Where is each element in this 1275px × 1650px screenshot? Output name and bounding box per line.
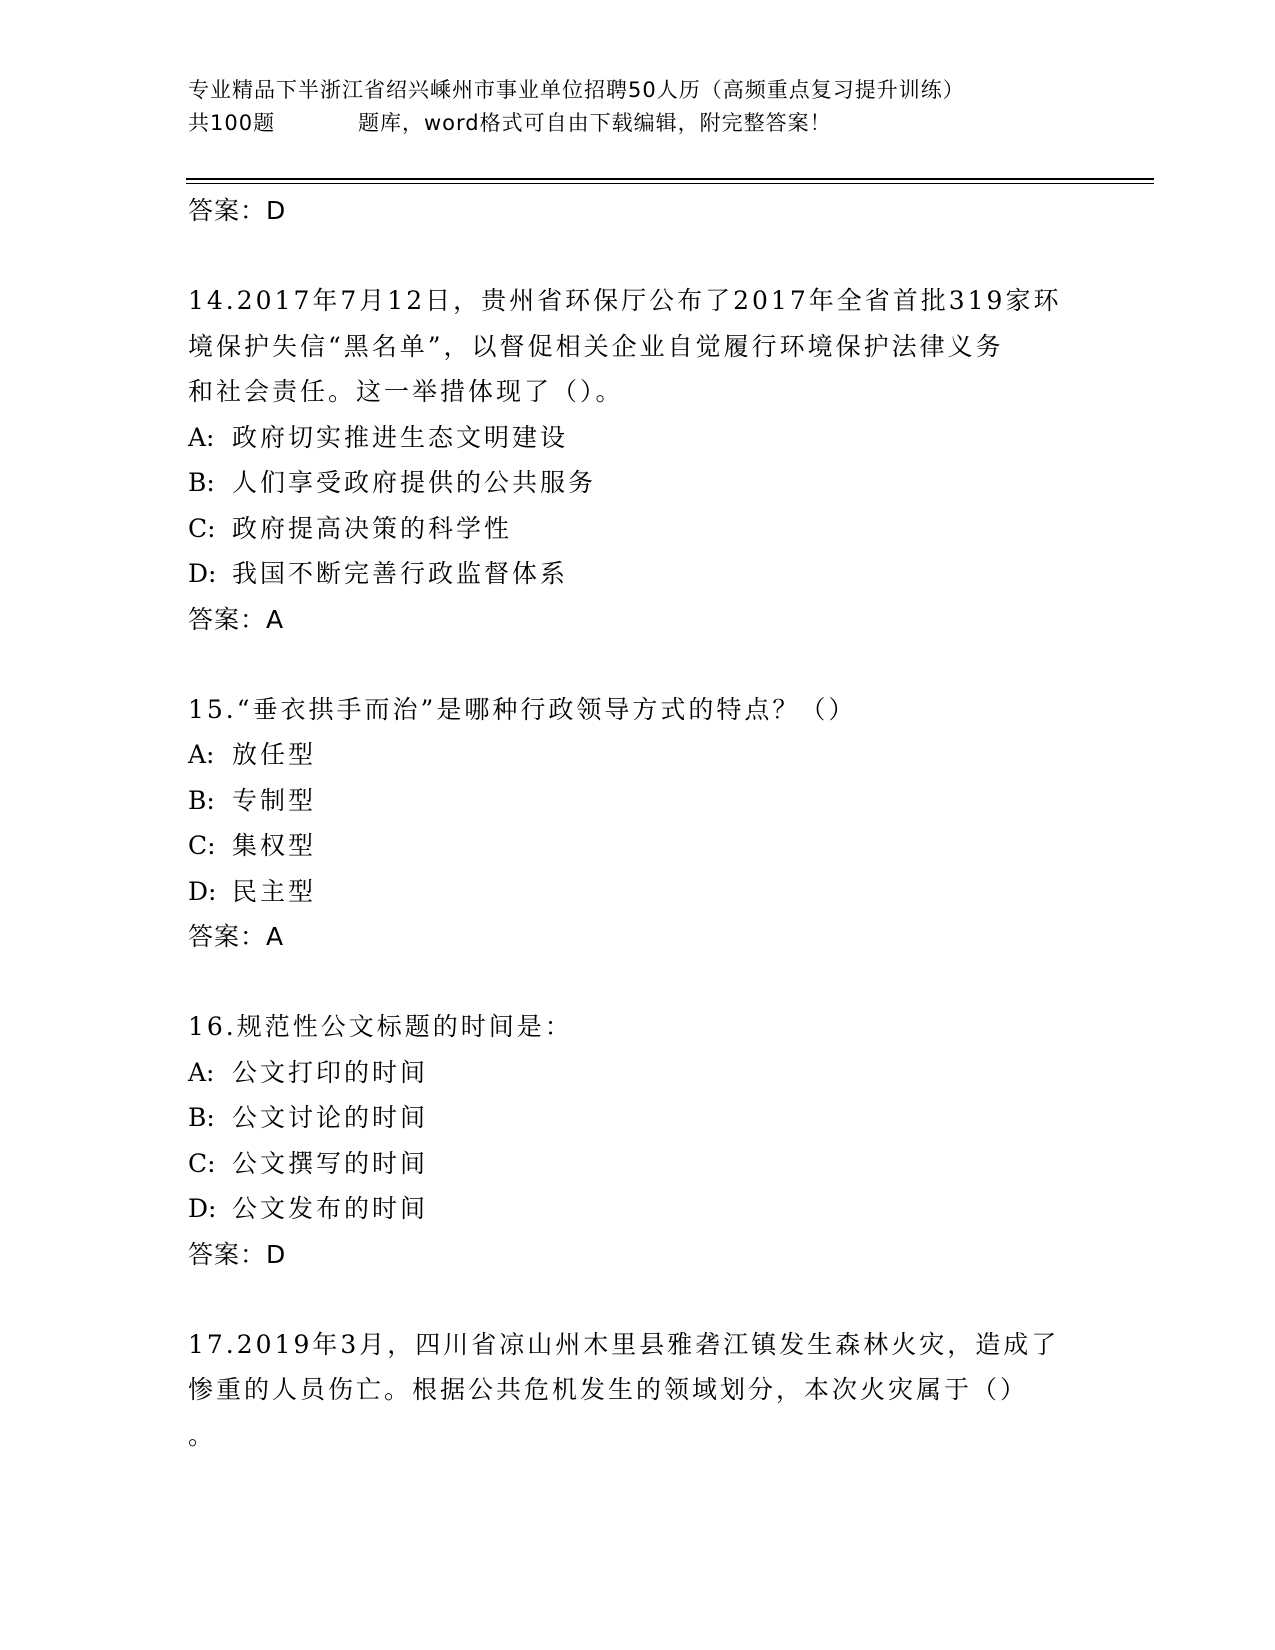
option-key: C: [188, 831, 216, 860]
question-text [188, 1322, 1088, 1459]
option-key: A: [188, 1057, 215, 1087]
question-item [188, 278, 1088, 642]
option-a [188, 1050, 1088, 1096]
answer-line: 答案：D [188, 1239, 287, 1269]
question-item [188, 1004, 1088, 1277]
option-key: C: [188, 513, 216, 543]
option-text: 公文讨论的时间 [232, 1103, 429, 1132]
option-text: 专制型 [232, 785, 317, 815]
question-item [188, 1322, 1088, 1459]
question-text-line: 和社会责任。这一举措体现了（）。 [188, 377, 624, 406]
option-key: A: [188, 422, 215, 452]
option-b [188, 1095, 1088, 1141]
option-text: 政府提高决策的科学性 [232, 513, 513, 543]
answer-line: 答案：D [188, 196, 287, 225]
option-b [188, 460, 1088, 506]
option-key: D: [188, 559, 217, 588]
option-c [188, 506, 1088, 552]
option-d [188, 869, 1088, 915]
option-text: 政府切实推进生态文明建设 [232, 422, 569, 452]
question-text [188, 278, 1088, 415]
option-text: 公文撰写的时间 [232, 1148, 429, 1178]
option-d [188, 1186, 1088, 1232]
option-key: D: [188, 876, 217, 906]
option-key: A: [188, 740, 215, 769]
question-text-line: 境保护失信“黑名单”，以督促相关企业自觉履行环境保护法律义务 [188, 331, 1004, 361]
option-key: B: [188, 785, 215, 815]
header-subtitle-line [188, 107, 1148, 140]
option-key: D: [188, 1194, 217, 1223]
question-text-line: 17.2019年3月，四川省凉山州木里县雅砻江镇发生森林火灾，造成了 [188, 1329, 1060, 1359]
option-c [188, 1141, 1088, 1187]
question-text-line: 14.2017年7月12日，贵州省环保厅公布了2017年全省首批319家环 [188, 286, 1062, 315]
option-key: B: [188, 468, 215, 497]
question-text-line: 15.“垂衣拱手而治”是哪种行政领导方式的特点？（） [188, 694, 857, 724]
option-text: 公文打印的时间 [232, 1057, 429, 1087]
option-text: 人们享受政府提供的公共服务 [232, 468, 597, 497]
question-text-line: 16.规范性公文标题的时间是： [188, 1012, 573, 1041]
header-divider-thin [186, 183, 1154, 184]
header-title-line: 专业精品下半浙江省绍兴嵊州市事业单位招聘50人历（高频重点复习提升训练） [188, 78, 965, 102]
header-divider-thick [186, 178, 1154, 180]
option-a [188, 732, 1088, 778]
option-text: 我国不断完善行政监督体系 [232, 559, 569, 588]
option-text: 集权型 [232, 831, 317, 860]
question-text-line: 。 [188, 1420, 217, 1450]
option-b [188, 778, 1088, 824]
option-key: B: [188, 1103, 215, 1132]
option-d [188, 551, 1088, 597]
option-key: C: [188, 1148, 216, 1178]
question-count: 共100题 [188, 111, 276, 135]
answer-line: 答案：A [188, 922, 285, 951]
page-header [188, 74, 1148, 140]
question-text [188, 687, 1088, 733]
question-item [188, 687, 1088, 960]
option-text: 公文发布的时间 [232, 1194, 429, 1223]
option-a [188, 415, 1088, 461]
answer-line: 答案：A [188, 604, 285, 634]
option-c [188, 823, 1088, 869]
header-subtitle-text: 题库，word格式可自由下载编辑，附完整答案！ [358, 111, 832, 135]
question-text-line: 惨重的人员伤亡。根据公共危机发生的领域划分，本次火灾属于（） [188, 1375, 1029, 1404]
document-body [188, 188, 1088, 1458]
option-text: 民主型 [232, 876, 317, 906]
question-text [188, 1004, 1088, 1050]
option-text: 放任型 [232, 740, 317, 769]
